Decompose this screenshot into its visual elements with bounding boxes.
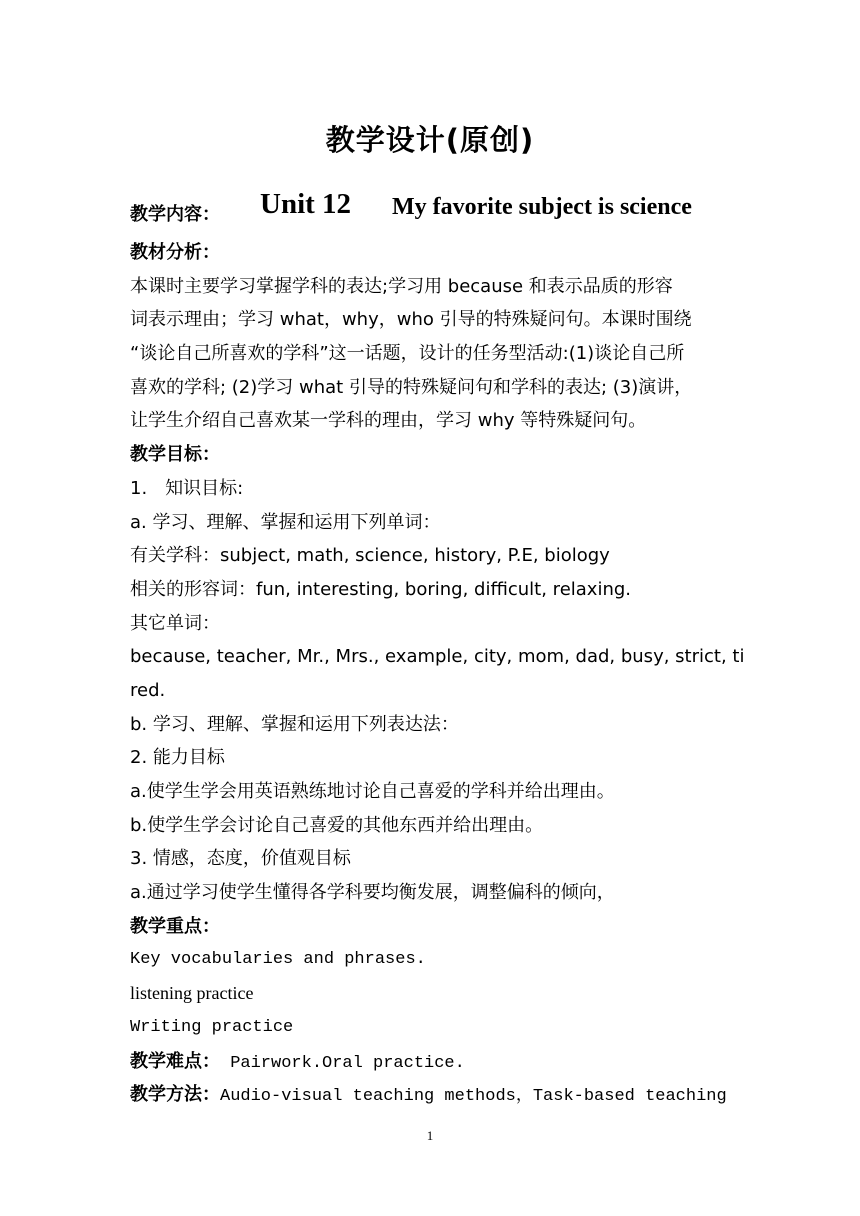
document-body [130,236,745,1112]
page-number: 1 [426,1128,434,1143]
analysis-line: 词表示理由；学习 what，why，who 引导的特殊疑问句。本课时围绕 [130,309,692,331]
subjects-vocab-line: 有关学科：subject, math, science, history, P.E, biology [130,545,610,567]
teaching-content-label: 教学内容： [130,204,220,225]
document-title: 教学设计(原创) [325,123,535,157]
goal-ability-a: a.使学生学会用英语熟练地讨论自己喜爱的学科并给出理由。 [130,781,615,802]
key-point-item: Key vocabularies and phrases. [130,950,426,970]
methods-row [130,1078,736,1112]
difficulty-row [130,1045,736,1079]
difficulty-label: 教学难点： [130,1050,220,1072]
key-point-item: Writing practice [130,1017,294,1037]
other-words-line: because, teacher, Mr., Mrs., example, city, mom, dad, busy, strict, ti [130,646,745,668]
teaching-content-row [130,188,730,228]
unit-title: My favorite subject is science [392,194,692,220]
goals-heading: 教学目标： [130,444,220,466]
analysis-line: “谈论自己所喜欢的学科”这一话题，设计的任务型活动:(1)谈论自己所 [130,343,685,365]
goal-knowledge-a: a. 学习、理解、掌握和运用下列单词： [130,511,441,533]
analysis-line: 本课时主要学习掌握学科的表达;学习用 because 和表示品质的形容 [130,275,673,297]
key-points-heading: 教学重点： [130,915,220,937]
goal-emotion-a: a.通过学习使学生懂得各学科要均衡发展，调整偏科的倾向， [130,882,615,904]
unit-number: Unit 12 [260,188,352,220]
analysis-line: 喜欢的学科; (2)学习 what 引导的特殊疑问句和学科的表达; (3)演讲， [130,376,693,398]
other-words-label: 其它单词： [130,612,220,634]
difficulty-value: Pairwork.Oral practice. [220,1053,465,1073]
goal-knowledge-b: b. 学习、理解、掌握和运用下列表达法： [130,713,459,735]
key-point-item: listening practice [130,983,254,1004]
analysis-line: 让学生介绍自己喜欢某一学科的理由，学习 why 等特殊疑问句。 [130,410,647,432]
goal-ability: 2. 能力目标 [130,747,225,769]
goal-knowledge: 1. 知识目标: [130,477,244,499]
other-words-line: red. [130,679,166,701]
methods-value: Audio-visual teaching methods，Task-based teaching [220,1087,727,1107]
methods-label: 教学方法： [130,1084,220,1106]
goal-ability-b: b.使学生学会讨论自己喜爱的其他东西并给出理由。 [130,814,544,836]
analysis-heading: 教材分析： [130,242,220,263]
goal-emotion: 3. 情感，态度，价值观目标 [130,848,351,870]
adjectives-vocab-line: 相关的形容词：fun, interesting, boring, difficult, relaxing. [130,578,632,600]
